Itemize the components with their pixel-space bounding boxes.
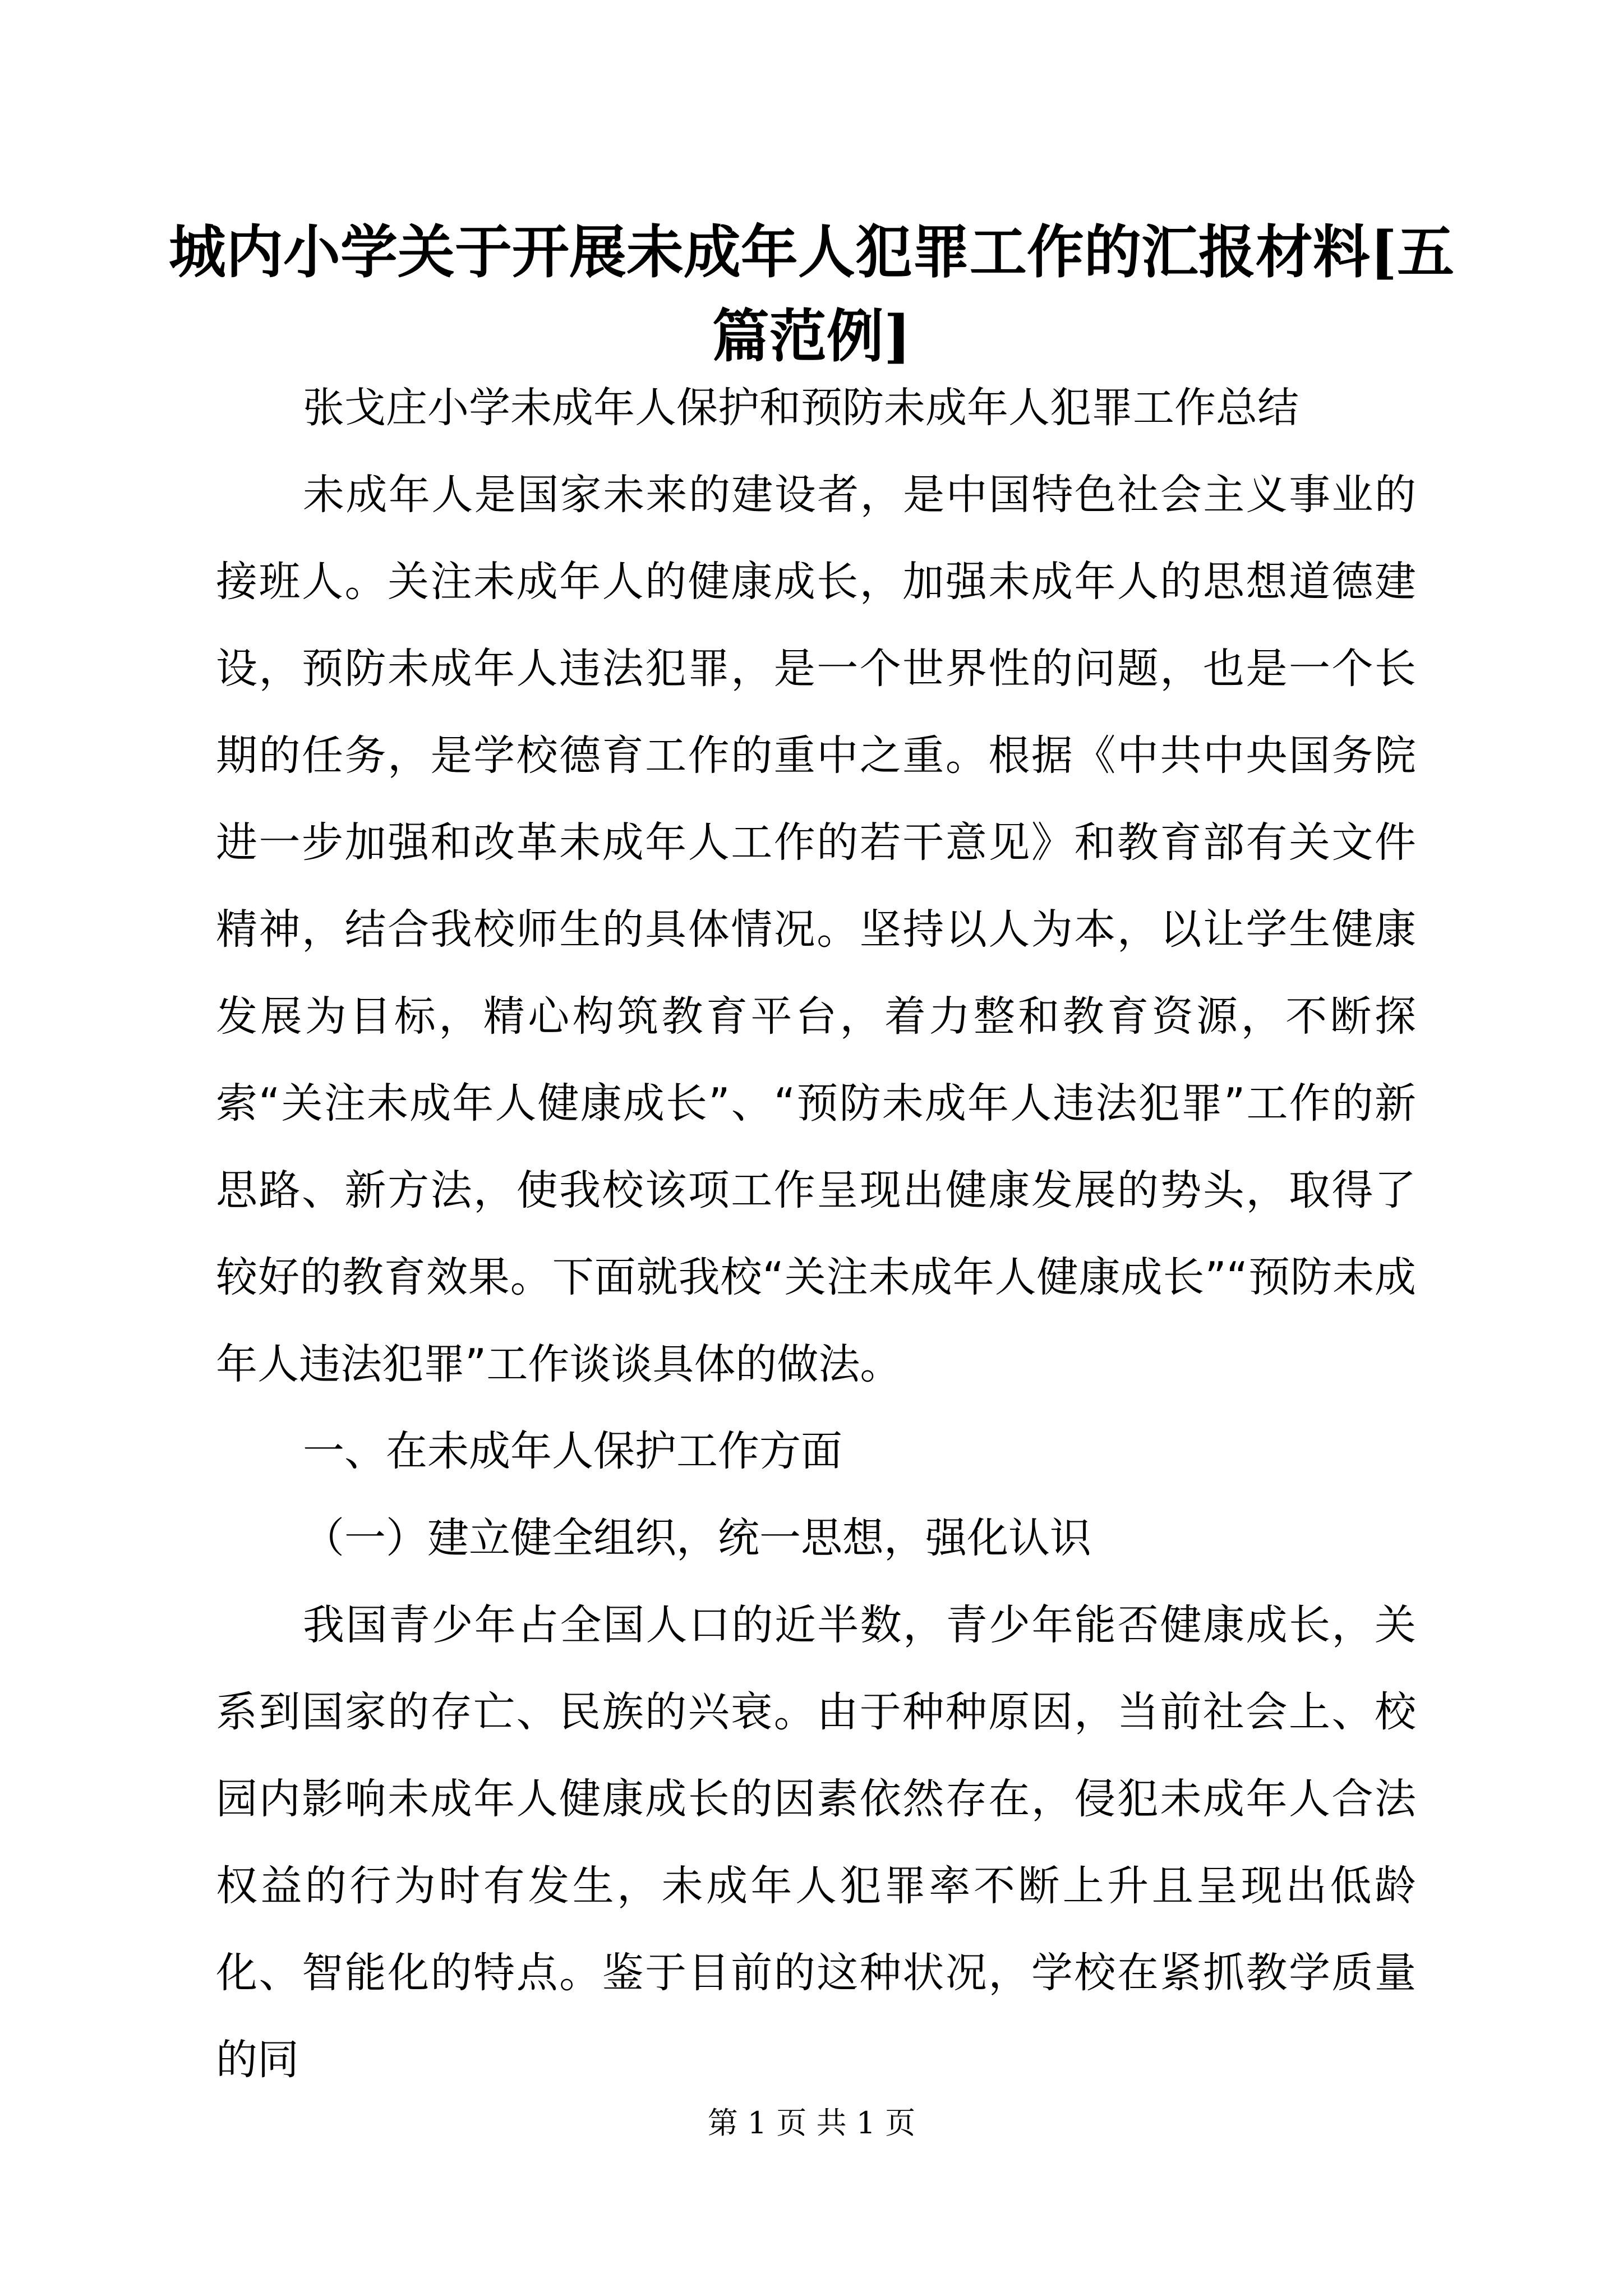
subsection-heading: （一）建立健全组织，统一思想，强化认识 bbox=[303, 1514, 1091, 1562]
page-footer: 第 1 页 共 1 页 bbox=[707, 2105, 916, 2141]
document-body bbox=[216, 365, 1416, 2104]
document-title: 城内小学关于开展未成年人犯罪工作的汇报材料[五篇范例] bbox=[168, 219, 1455, 370]
paragraph: 我国青少年占全国人口的近半数，青少年能否健康成长，关系到国家的存亡、民族的兴衰。由于种种原因，当前社会上、校园内影响未成年人健康成长的因素依然存在，侵犯未成年人合法权益的行为时有发生，未成年人犯罪率不断上升且呈现出低龄化、智能化的特点。鉴于目前的这种状况，学校在紧抓教学质量的同 bbox=[216, 1601, 1416, 2084]
document-subtitle: 张戈庄小学未成年人保护和预防未成年人犯罪工作总结 bbox=[303, 384, 1299, 432]
section-heading: 一、在未成年人保护工作方面 bbox=[303, 1427, 842, 1475]
paragraph: 未成年人是国家未来的建设者，是中国特色社会主义事业的接班人。关注未成年人的健康成长，加强未成年人的思想道德建设，预防未成年人违法犯罪，是一个世界性的问题，也是一个长期的任务，是学校德育工作的重中之重。根据《中共中央国务院进一步加强和改革未成年人工作的若干意见》和教育部有关文件精神，结合我校师生的具体情况。坚持以人为本，以让学生健康发展为目标，精心构筑教育平台，着力整和教育资源，不断探索“关注未成年人健康成长”、“预防未成年人违法犯罪”工作的新思路、新方法，使我校该项工作呈现出健康发展的势头，取得了较好的教育效果。下面就我校“关注未成年人健康成长”“预防未成年人违法犯罪”工作谈谈具体的做法。 bbox=[216, 471, 1416, 1388]
